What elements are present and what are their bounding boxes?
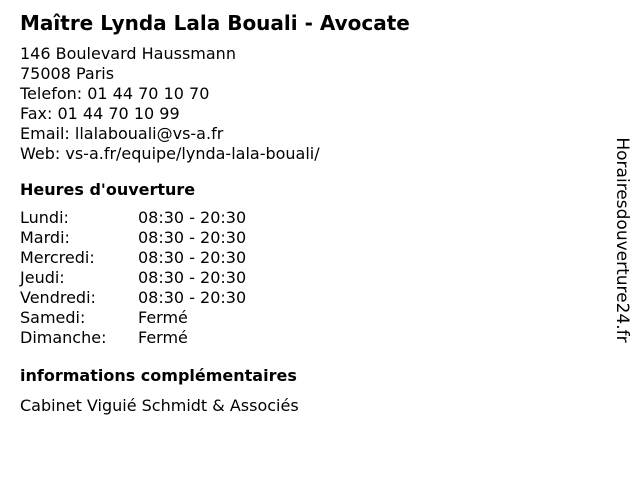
hours-time: 08:30 - 20:30: [138, 288, 247, 307]
hours-time: 08:30 - 20:30: [138, 248, 247, 267]
fax-line: Fax: 01 44 70 10 99: [20, 104, 180, 123]
hours-day: Jeudi:: [20, 268, 65, 287]
hours-day: Mercredi:: [20, 248, 95, 267]
business-card: [20, 10, 590, 416]
phone-line: Telefon: 01 44 70 10 70: [20, 84, 210, 103]
contact-block: [20, 44, 590, 164]
opening-hours-table: [20, 208, 590, 348]
hours-row-sunday: [20, 328, 590, 348]
hours-day: Vendredi:: [20, 288, 96, 307]
hours-row-thursday: [20, 268, 590, 288]
hours-day: Samedi:: [20, 308, 86, 327]
opening-hours-heading: Heures d'ouverture: [20, 180, 196, 199]
hours-time: 08:30 - 20:30: [138, 268, 247, 287]
hours-row-tuesday: [20, 228, 590, 248]
hours-row-wednesday: [20, 248, 590, 268]
site-watermark: Horairesdouverture24.fr: [612, 137, 632, 343]
hours-day: Lundi:: [20, 208, 69, 227]
hours-time: 08:30 - 20:30: [138, 228, 247, 247]
email-line: Email: llalabouali@vs-a.fr: [20, 124, 224, 143]
page-title: Maître Lynda Lala Bouali - Avocate: [20, 11, 410, 35]
hours-day: Dimanche:: [20, 328, 107, 347]
additional-info-heading: informations complémentaires: [20, 366, 297, 385]
hours-day: Mardi:: [20, 228, 70, 247]
hours-row-monday: [20, 208, 590, 228]
hours-time: Fermé: [138, 328, 188, 347]
address-street: 146 Boulevard Haussmann: [20, 44, 236, 63]
address-city: 75008 Paris: [20, 64, 115, 83]
hours-row-friday: [20, 288, 590, 308]
additional-info-text: Cabinet Viguié Schmidt & Associés: [20, 396, 299, 415]
hours-time: Fermé: [138, 308, 188, 327]
web-line: Web: vs-a.fr/equipe/lynda-lala-bouali/: [20, 144, 320, 163]
hours-time: 08:30 - 20:30: [138, 208, 247, 227]
hours-row-saturday: [20, 308, 590, 328]
